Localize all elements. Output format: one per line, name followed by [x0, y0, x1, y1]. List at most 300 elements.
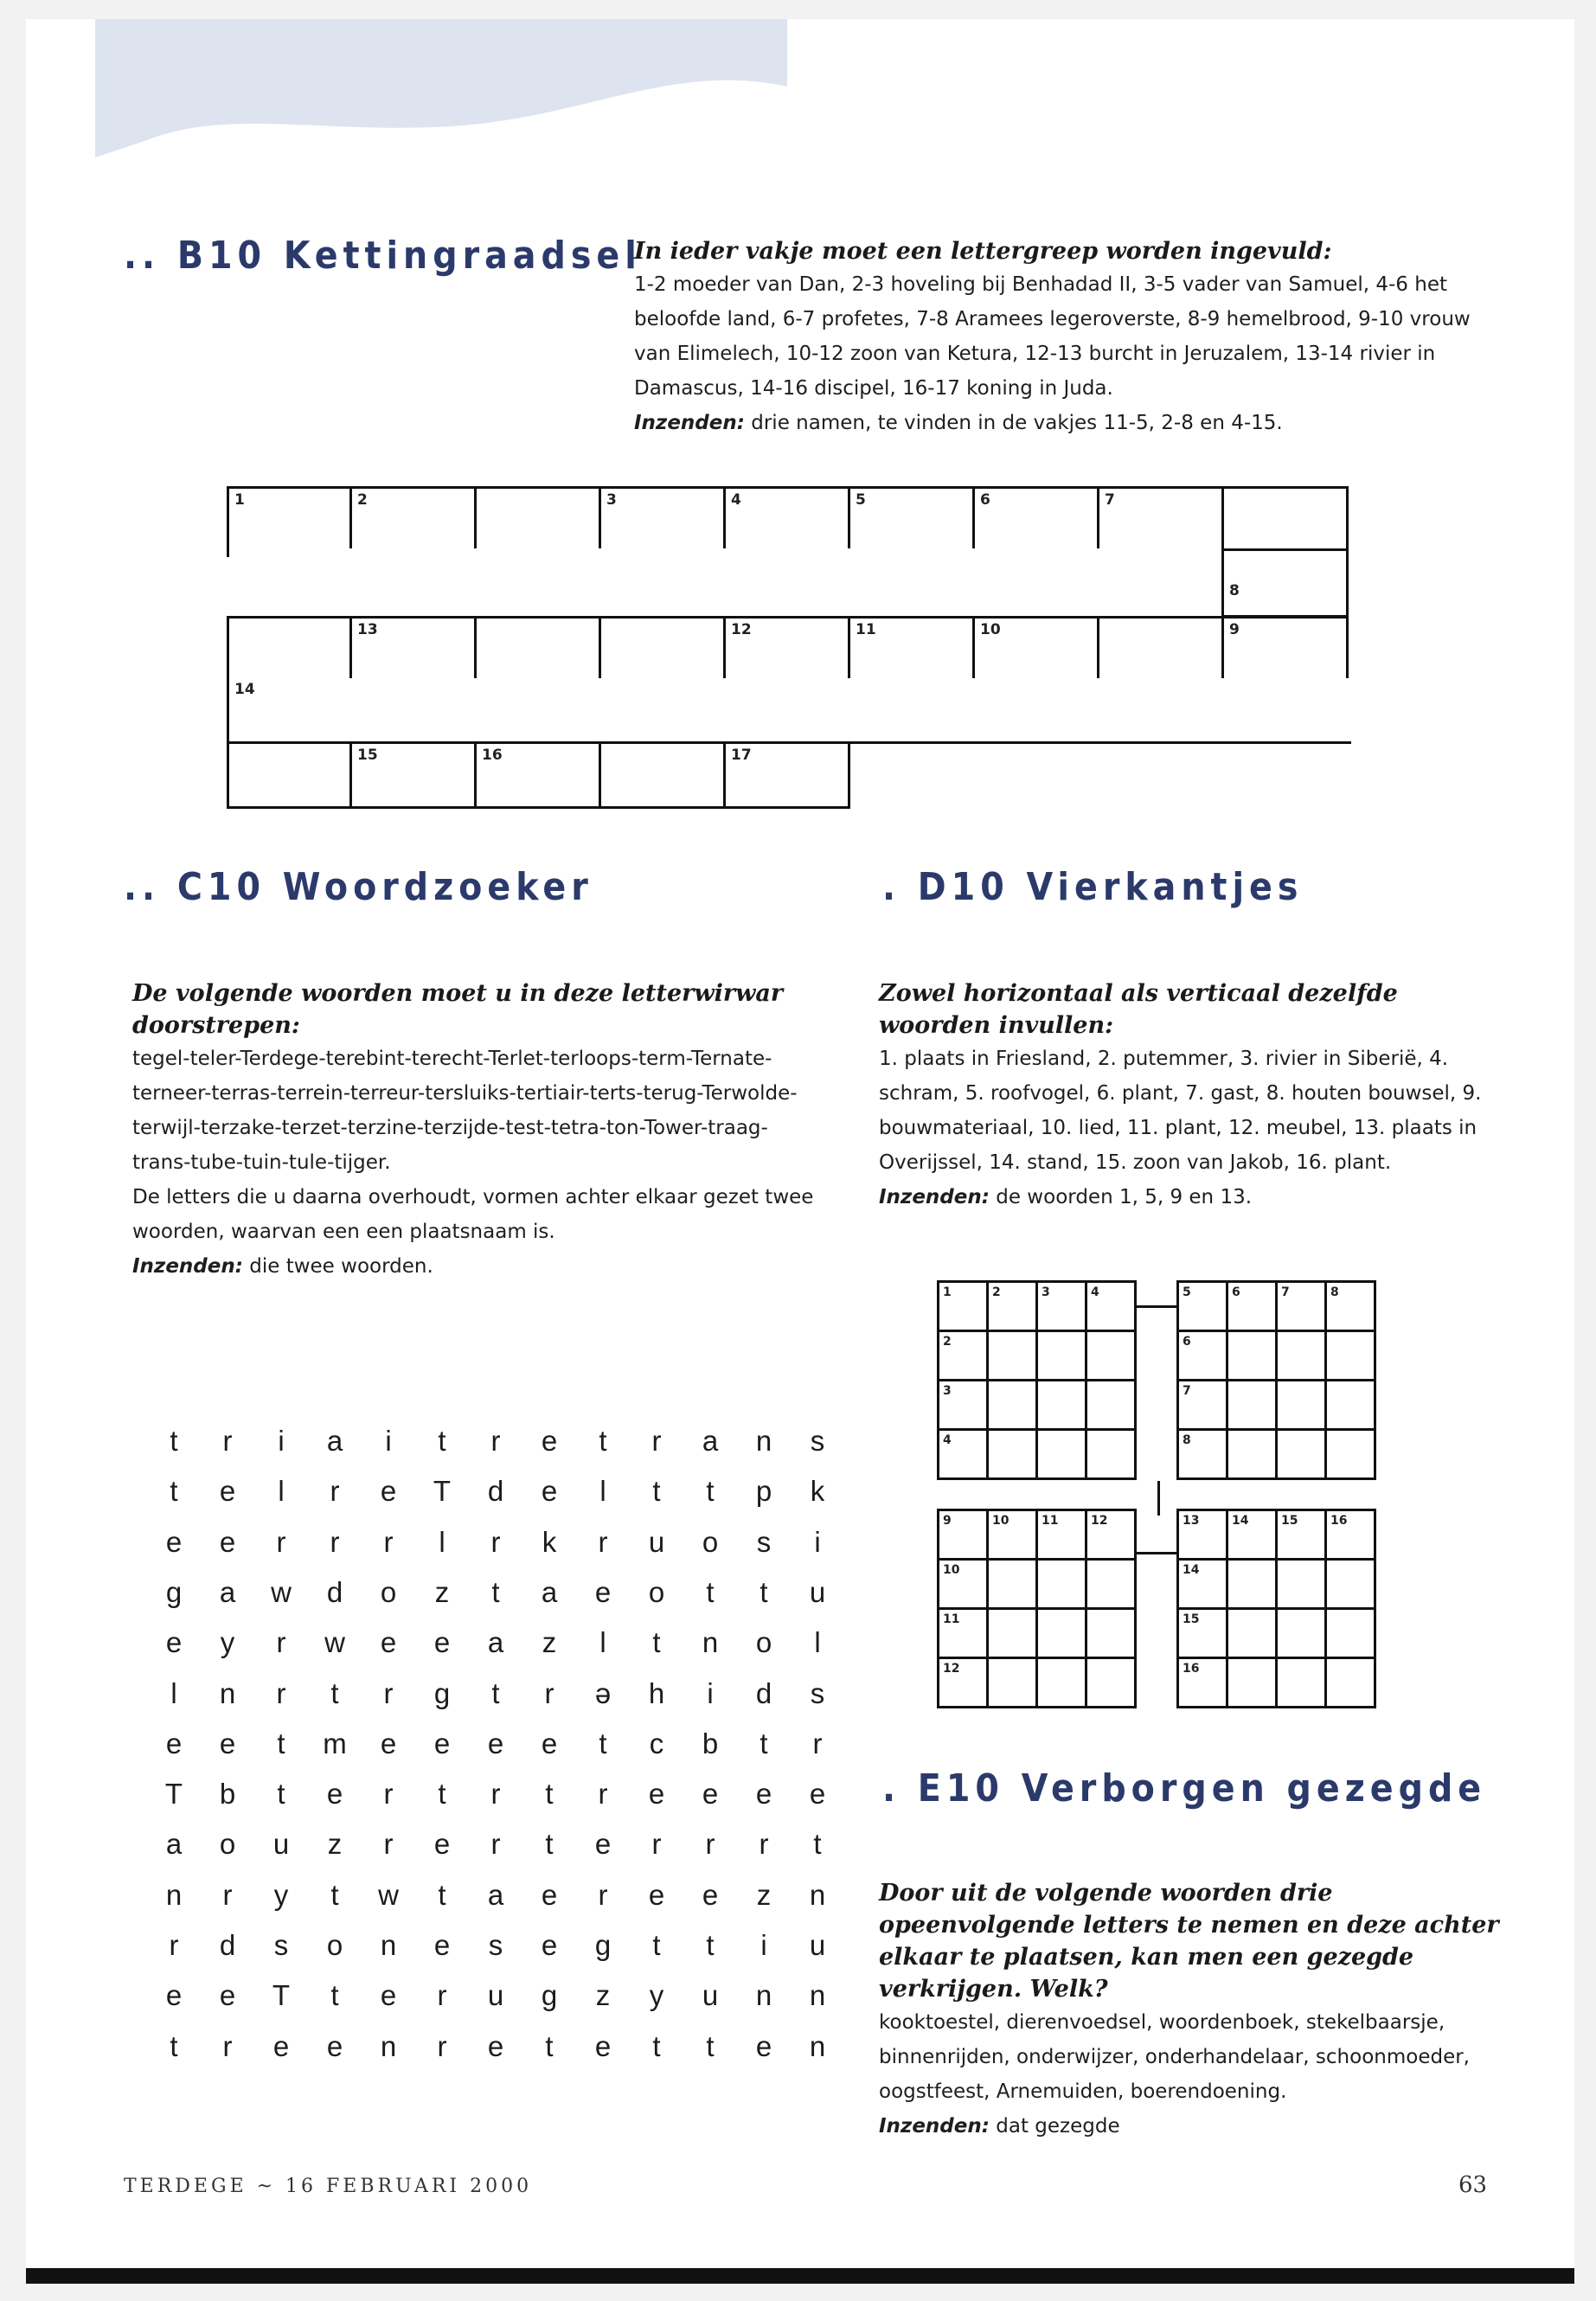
word-search-letter[interactable]: n [380, 1929, 397, 1961]
word-search-letter[interactable]: i [760, 1929, 767, 1961]
word-search-letter[interactable]: e [219, 1475, 236, 1508]
b10-cell[interactable] [723, 486, 850, 551]
square-cell[interactable] [1275, 1330, 1327, 1381]
square-cell[interactable] [1226, 1330, 1278, 1381]
word-search-letter[interactable]: r [383, 1525, 394, 1558]
square-cell[interactable] [1035, 1379, 1087, 1431]
word-search-letter[interactable]: e [541, 1929, 558, 1961]
word-search-letter[interactable]: r [490, 1425, 501, 1457]
square-cell[interactable] [1085, 1280, 1137, 1332]
square-cell-number: 4 [1091, 1285, 1099, 1299]
word-search-letter[interactable]: d [219, 1929, 236, 1961]
b10-cell[interactable] [227, 741, 352, 809]
word-search-letter[interactable]: y [273, 1878, 289, 1911]
word-search-letter[interactable]: a [541, 1575, 558, 1608]
square-cell[interactable] [937, 1280, 989, 1332]
word-search-letter[interactable]: e [702, 1778, 719, 1811]
word-search-letter[interactable]: m [323, 1727, 347, 1759]
word-search-letter[interactable]: t [170, 1475, 178, 1508]
b10-cell[interactable] [1221, 616, 1349, 681]
footer-publication: TERDEGE ~ 16 FEBRUARI 2000 [124, 2176, 533, 2197]
word-search-letter[interactable]: ə [594, 1676, 612, 1709]
word-search-letter[interactable]: t [706, 1929, 715, 1961]
word-search-letter[interactable]: t [330, 1979, 339, 2012]
word-search-letter[interactable]: o [702, 1525, 719, 1558]
word-search-letter[interactable]: t [545, 1778, 554, 1811]
word-search-letter[interactable]: w [378, 1878, 399, 1911]
word-search-letter[interactable]: e [594, 1828, 612, 1861]
word-search-letter[interactable]: e [219, 1525, 236, 1558]
d10-text-block [879, 977, 1502, 1215]
word-search-letter[interactable]: o [648, 1575, 665, 1608]
word-search-letter[interactable]: e [487, 1727, 504, 1759]
word-search-letter[interactable]: e [809, 1778, 826, 1811]
word-search-letter[interactable]: t [330, 1676, 339, 1709]
word-search-letter[interactable]: a [487, 1626, 504, 1659]
square-cell-number: 7 [1183, 1384, 1191, 1398]
c10-submit [132, 1249, 816, 1284]
b10-submit [634, 406, 1490, 440]
word-search-letter[interactable]: e [433, 1727, 451, 1759]
magazine-page [26, 19, 1574, 2284]
word-search-letter[interactable]: r [437, 1979, 447, 2012]
word-search-letter[interactable]: l [599, 1626, 606, 1659]
b10-cell-number: 17 [731, 747, 752, 764]
word-search-letter[interactable]: n [755, 1979, 772, 2012]
word-search-letter[interactable]: i [814, 1525, 821, 1558]
word-search-letter[interactable]: r [705, 1828, 715, 1861]
word-search-letter[interactable]: e [380, 1979, 397, 2012]
b10-cell[interactable] [848, 486, 975, 551]
word-search-letter[interactable]: u [702, 1979, 719, 2012]
word-search-letter[interactable]: u [809, 1929, 826, 1961]
square-cell[interactable] [937, 1330, 989, 1381]
word-search-letter[interactable]: d [487, 1475, 504, 1508]
b10-clues [634, 267, 1490, 440]
word-search-letter[interactable]: b [219, 1778, 236, 1811]
square-cell[interactable] [986, 1558, 1038, 1610]
square-cell[interactable] [1226, 1280, 1278, 1332]
word-search-letter[interactable]: t [170, 2029, 178, 2062]
square-cell[interactable] [1176, 1330, 1228, 1381]
word-search-letter[interactable]: a [326, 1425, 343, 1457]
square-cell-number: 7 [1281, 1285, 1290, 1299]
word-search-letter[interactable]: u [809, 1575, 826, 1608]
e10-submit-label: Inzenden: [879, 2115, 990, 2138]
word-search-letter[interactable]: y [649, 1979, 664, 2012]
word-search-letter[interactable]: a [487, 1878, 504, 1911]
word-search-letter[interactable]: z [434, 1575, 450, 1608]
b10-cell[interactable] [972, 486, 1099, 551]
word-search-letter[interactable]: y [220, 1626, 235, 1659]
word-search-letter[interactable]: n [380, 2029, 397, 2062]
b10-submit-label: Inzenden: [634, 412, 745, 434]
word-search-letter[interactable]: e [648, 1878, 665, 1911]
word-search-letter[interactable]: a [219, 1575, 236, 1608]
bottom-bar [26, 2268, 1574, 2284]
word-search-letter[interactable]: l [170, 1676, 177, 1709]
word-search-letter[interactable]: e [433, 1828, 451, 1861]
word-search-letter[interactable]: r [383, 1828, 394, 1861]
word-search-letter[interactable]: e [380, 1727, 397, 1759]
word-search-letter[interactable]: s [273, 1929, 289, 1961]
square-cell[interactable] [1226, 1558, 1278, 1610]
square-cell[interactable] [1324, 1558, 1376, 1610]
word-search-letter[interactable]: t [438, 1778, 446, 1811]
square-cell[interactable] [986, 1607, 1038, 1659]
square-cell-number: 5 [1183, 1285, 1191, 1299]
square-cell[interactable] [1035, 1428, 1087, 1480]
c10-title: .. C10 Woordzoeker [124, 865, 593, 909]
word-search-letter[interactable]: T [164, 1778, 183, 1811]
word-search-letter[interactable]: t [330, 1878, 339, 1911]
word-search-letter[interactable]: r [437, 2029, 447, 2062]
word-search-letter[interactable]: e [755, 1778, 772, 1811]
square-cell[interactable] [1324, 1428, 1376, 1480]
square-cell[interactable] [986, 1428, 1038, 1480]
square-cell[interactable] [1085, 1509, 1137, 1561]
word-search-letter[interactable]: r [598, 1525, 608, 1558]
word-search-letter[interactable]: t [438, 1425, 446, 1457]
word-search-letter[interactable]: t [491, 1676, 500, 1709]
b10-cell[interactable] [227, 486, 352, 551]
word-search-letter[interactable]: t [438, 1878, 446, 1911]
word-search-letter[interactable]: l [814, 1626, 821, 1659]
word-search-letter[interactable]: t [599, 1425, 607, 1457]
square-cell[interactable] [986, 1509, 1038, 1561]
word-search-letter[interactable]: n [809, 1979, 826, 2012]
word-search-letter[interactable]: e [541, 1878, 558, 1911]
b10-cell[interactable] [1221, 548, 1349, 618]
decorative-wave [26, 19, 787, 166]
word-search-letter[interactable]: t [652, 2029, 661, 2062]
square-cell[interactable] [1275, 1558, 1327, 1610]
word-search-letter[interactable]: g [433, 1676, 451, 1709]
word-search-letter[interactable]: l [599, 1475, 606, 1508]
square-cell-number: 15 [1183, 1612, 1200, 1626]
word-search-letter[interactable]: n [702, 1626, 719, 1659]
square-cell[interactable] [1324, 1509, 1376, 1561]
b10-cell-number: 13 [357, 621, 378, 638]
c10-lead: De volgende woorden moet u in deze letterwirwar doorstrepen: [132, 980, 784, 1039]
square-cell[interactable] [1085, 1330, 1137, 1381]
word-search-letter[interactable]: g [594, 1929, 612, 1961]
square-cell[interactable] [1085, 1657, 1137, 1708]
square-cell[interactable] [1176, 1280, 1228, 1332]
b10-cell[interactable] [1097, 486, 1224, 551]
word-search-letter[interactable]: u [272, 1828, 290, 1861]
square-cell[interactable] [937, 1428, 989, 1480]
square-cell-number: 9 [943, 1514, 952, 1528]
square-cell[interactable] [1275, 1607, 1327, 1659]
square-cell[interactable] [1324, 1280, 1376, 1332]
word-search-letter[interactable]: r [759, 1828, 769, 1861]
word-search-letter[interactable]: t [170, 1425, 178, 1457]
b10-cell[interactable] [848, 616, 975, 681]
square-cell[interactable] [1275, 1509, 1327, 1561]
word-search-letter[interactable]: e [594, 1575, 612, 1608]
word-search-letter[interactable]: l [278, 1475, 285, 1508]
b10-cell[interactable] [599, 741, 726, 809]
word-search-letter[interactable]: k [810, 1475, 825, 1508]
word-search-letter[interactable]: e [648, 1778, 665, 1811]
word-search-letter[interactable]: e [702, 1878, 719, 1911]
square-cell[interactable] [1226, 1657, 1278, 1708]
square-cell[interactable] [937, 1509, 989, 1561]
word-search-letter[interactable]: d [326, 1575, 343, 1608]
word-search-letter[interactable]: r [598, 1878, 608, 1911]
word-search-letter[interactable]: t [545, 1828, 554, 1861]
word-search-letter[interactable]: t [652, 1475, 661, 1508]
word-search-letter[interactable]: e [541, 1425, 558, 1457]
word-search-letter[interactable]: t [277, 1727, 285, 1759]
b10-cell[interactable] [723, 741, 850, 809]
word-search-letter[interactable]: i [278, 1425, 285, 1457]
square-cell[interactable] [986, 1330, 1038, 1381]
word-search-letter[interactable]: r [330, 1475, 340, 1508]
square-cell[interactable] [937, 1379, 989, 1431]
word-search-letter[interactable]: i [385, 1425, 392, 1457]
word-search-letter[interactable]: T [433, 1475, 452, 1508]
b10-cell[interactable] [349, 741, 477, 809]
b10-cell[interactable] [474, 486, 601, 551]
b10-cell[interactable] [599, 616, 726, 681]
word-search-letter[interactable]: e [433, 1626, 451, 1659]
c10-note: De letters die u daarna overhoudt, vormen achter elkaar gezet twee woorden, waarvan een een plaatsnaam is. [132, 1186, 814, 1243]
word-search-letter[interactable]: e [165, 1525, 183, 1558]
word-search-letter[interactable]: t [277, 1778, 285, 1811]
square-cell[interactable] [1226, 1607, 1278, 1659]
word-search-letter[interactable]: t [491, 1575, 500, 1608]
square-cell[interactable] [937, 1657, 989, 1708]
word-search-letter[interactable]: d [755, 1676, 772, 1709]
b10-cell[interactable] [349, 486, 477, 551]
footer-page-number: 63 [1458, 2172, 1488, 2198]
word-search-letter[interactable]: h [648, 1676, 665, 1709]
word-search-letter[interactable]: r [330, 1525, 340, 1558]
word-search-letter[interactable]: a [702, 1425, 719, 1457]
b10-cell-number: 2 [357, 491, 368, 509]
word-search-letter[interactable]: e [380, 1475, 397, 1508]
square-cell[interactable] [1085, 1607, 1137, 1659]
word-search-letter[interactable]: r [276, 1626, 286, 1659]
b10-cell[interactable] [1097, 616, 1224, 681]
word-search-letter[interactable]: e [541, 1727, 558, 1759]
word-search-letter[interactable]: r [651, 1425, 662, 1457]
b10-cell[interactable] [227, 678, 1351, 744]
square-cell-number: 4 [943, 1433, 952, 1447]
square-cell[interactable] [937, 1607, 989, 1659]
square-cell[interactable] [1176, 1657, 1228, 1708]
square-cell[interactable] [986, 1280, 1038, 1332]
word-search-letter[interactable]: z [595, 1979, 611, 2012]
square-cell[interactable] [986, 1379, 1038, 1431]
word-search-letter[interactable]: T [272, 1979, 291, 2012]
word-search-letter[interactable]: t [545, 2029, 554, 2062]
word-search-letter[interactable]: t [706, 2029, 715, 2062]
word-search-letter[interactable]: r [276, 1676, 286, 1709]
word-search-letter[interactable]: e [272, 2029, 290, 2062]
square-cell-number: 11 [943, 1612, 960, 1626]
word-search-letter[interactable]: r [651, 1828, 662, 1861]
word-search-letter[interactable]: s [488, 1929, 503, 1961]
word-search-letter[interactable]: n [809, 2029, 826, 2062]
square-cell-number: 10 [943, 1563, 960, 1577]
b10-cell[interactable] [474, 741, 601, 809]
word-search-letter[interactable]: r [383, 1778, 394, 1811]
word-search-letter[interactable]: z [542, 1626, 557, 1659]
word-search-letter[interactable]: r [490, 1778, 501, 1811]
word-search-letter[interactable]: r [169, 1929, 179, 1961]
b10-cell-number: 7 [1105, 491, 1115, 509]
word-search-letter[interactable]: e [165, 1979, 183, 2012]
square-cell[interactable] [1176, 1509, 1228, 1561]
word-search-letter[interactable]: r [598, 1778, 608, 1811]
word-search-letter[interactable]: t [760, 1575, 768, 1608]
square-cell[interactable] [1176, 1428, 1228, 1480]
word-search-letter[interactable]: e [433, 1929, 451, 1961]
word-search-letter[interactable]: o [380, 1575, 397, 1608]
word-search-letter[interactable]: e [541, 1475, 558, 1508]
word-search-letter[interactable]: r [490, 1828, 501, 1861]
word-search-letter[interactable]: g [165, 1575, 183, 1608]
word-search-letter[interactable]: t [652, 1626, 661, 1659]
b10-cell[interactable] [599, 486, 726, 551]
square-cell[interactable] [1226, 1428, 1278, 1480]
word-search-letter[interactable]: a [165, 1828, 183, 1861]
b10-cell[interactable] [972, 616, 1099, 681]
square-cell-number: 13 [1183, 1514, 1200, 1528]
word-search-letter[interactable]: p [755, 1475, 772, 1508]
c10-submit-text: die twee woorden. [242, 1255, 433, 1278]
e10-text-block [879, 1877, 1502, 2144]
square-cell[interactable] [1275, 1379, 1327, 1431]
square-cell[interactable] [1324, 1379, 1376, 1431]
square-cell[interactable] [1035, 1280, 1087, 1332]
word-search-letter[interactable]: t [706, 1475, 715, 1508]
c10-body [132, 1042, 816, 1284]
word-search-letter[interactable]: b [702, 1727, 719, 1759]
b10-text-block [634, 235, 1490, 440]
word-search-letter[interactable]: e [755, 2029, 772, 2062]
word-search-letter[interactable]: t [599, 1727, 607, 1759]
word-search-letter[interactable]: e [219, 1979, 236, 2012]
word-search-letter[interactable]: e [165, 1727, 183, 1759]
square-cell[interactable] [1176, 1558, 1228, 1610]
square-cell-number: 16 [1183, 1662, 1200, 1676]
word-search-letter[interactable]: r [544, 1676, 554, 1709]
square-cell[interactable] [1226, 1509, 1278, 1561]
word-search-letter[interactable]: w [324, 1626, 345, 1659]
word-search-letter[interactable]: e [380, 1626, 397, 1659]
square-cell[interactable] [1275, 1280, 1327, 1332]
square-cell[interactable] [1085, 1558, 1137, 1610]
word-search-letter[interactable]: w [271, 1575, 292, 1608]
word-search-letter[interactable]: r [222, 1878, 233, 1911]
b10-lead: In ieder vakje moet een lettergreep worden ingevuld: [634, 238, 1332, 265]
square-cell[interactable] [1226, 1379, 1278, 1431]
square-cell[interactable] [1035, 1607, 1087, 1659]
b10-cell[interactable] [227, 616, 352, 681]
word-search-letter[interactable]: e [165, 1626, 183, 1659]
word-search-letter[interactable]: g [541, 1979, 558, 2012]
word-search-letter[interactable]: e [594, 2029, 612, 2062]
square-cell[interactable] [1176, 1379, 1228, 1431]
word-search-letter[interactable]: r [222, 1425, 233, 1457]
word-search-letter[interactable]: s [756, 1525, 772, 1558]
word-search-letter[interactable]: u [648, 1525, 665, 1558]
word-search-letter[interactable]: t [760, 1727, 768, 1759]
word-search-letter[interactable]: n [219, 1676, 236, 1709]
square-cell-number: 16 [1330, 1514, 1348, 1528]
word-search-letter[interactable]: z [756, 1878, 772, 1911]
square-cell[interactable] [1085, 1379, 1137, 1431]
square-cell[interactable] [937, 1558, 989, 1610]
word-search-letter[interactable]: l [439, 1525, 445, 1558]
word-search-letter[interactable]: s [810, 1425, 825, 1457]
square-cell[interactable] [1324, 1657, 1376, 1708]
word-search-letter[interactable]: o [219, 1828, 236, 1861]
word-search-letter[interactable]: z [327, 1828, 343, 1861]
square-cell[interactable] [1085, 1428, 1137, 1480]
square-cell[interactable] [1324, 1607, 1376, 1659]
word-search-letter[interactable]: r [222, 2029, 233, 2062]
word-search-letter[interactable]: o [755, 1626, 772, 1659]
word-search-letter[interactable]: t [813, 1828, 822, 1861]
square-cell-number: 15 [1281, 1514, 1298, 1528]
word-search-letter[interactable]: e [219, 1727, 236, 1759]
b10-cell-number: 5 [856, 491, 866, 509]
square-cell[interactable] [986, 1657, 1038, 1708]
square-cell[interactable] [1035, 1657, 1087, 1708]
square-cell-number: 1 [943, 1285, 952, 1299]
word-search-letter[interactable]: r [812, 1727, 823, 1759]
word-search-letter[interactable]: k [542, 1525, 557, 1558]
word-search-letter[interactable]: i [707, 1676, 714, 1709]
square-cell[interactable] [1176, 1607, 1228, 1659]
square-cell[interactable] [1035, 1509, 1087, 1561]
word-search-letter[interactable]: t [706, 1575, 715, 1608]
b10-cell[interactable] [474, 616, 601, 681]
b10-cell-number: 8 [1229, 582, 1240, 599]
square-cell[interactable] [1275, 1428, 1327, 1480]
square-cell[interactable] [1035, 1330, 1087, 1381]
e10-lead: Door uit de volgende woorden drie opeenvolgende letters te nemen en deze achter elkaar te plaatsen, kan men een gezegde verkrijgen. Welk? [879, 1880, 1499, 2003]
word-search-letter[interactable]: e [326, 1778, 343, 1811]
word-search-letter[interactable]: u [487, 1979, 504, 2012]
square-cell[interactable] [1275, 1657, 1327, 1708]
word-search-letter[interactable]: e [487, 2029, 504, 2062]
word-search-letter[interactable]: n [165, 1878, 183, 1911]
word-search-letter[interactable]: r [383, 1676, 394, 1709]
square-cell-number: 2 [943, 1335, 952, 1349]
word-search-letter[interactable]: o [326, 1929, 343, 1961]
square-cell[interactable] [1324, 1330, 1376, 1381]
word-search-letter[interactable]: c [649, 1727, 664, 1759]
word-search-letter[interactable]: n [755, 1425, 772, 1457]
b10-cell[interactable] [1221, 486, 1349, 551]
b10-cell[interactable] [349, 616, 477, 681]
word-search-letter[interactable]: r [276, 1525, 286, 1558]
b10-cell[interactable] [723, 616, 850, 681]
word-search-letter[interactable]: e [326, 2029, 343, 2062]
word-search-letter[interactable]: n [809, 1878, 826, 1911]
word-search-letter[interactable]: t [652, 1929, 661, 1961]
square-cell[interactable] [1035, 1558, 1087, 1610]
word-search-letter[interactable]: s [810, 1676, 825, 1709]
word-search-letter[interactable]: r [490, 1525, 501, 1558]
d10-body [879, 1042, 1502, 1215]
